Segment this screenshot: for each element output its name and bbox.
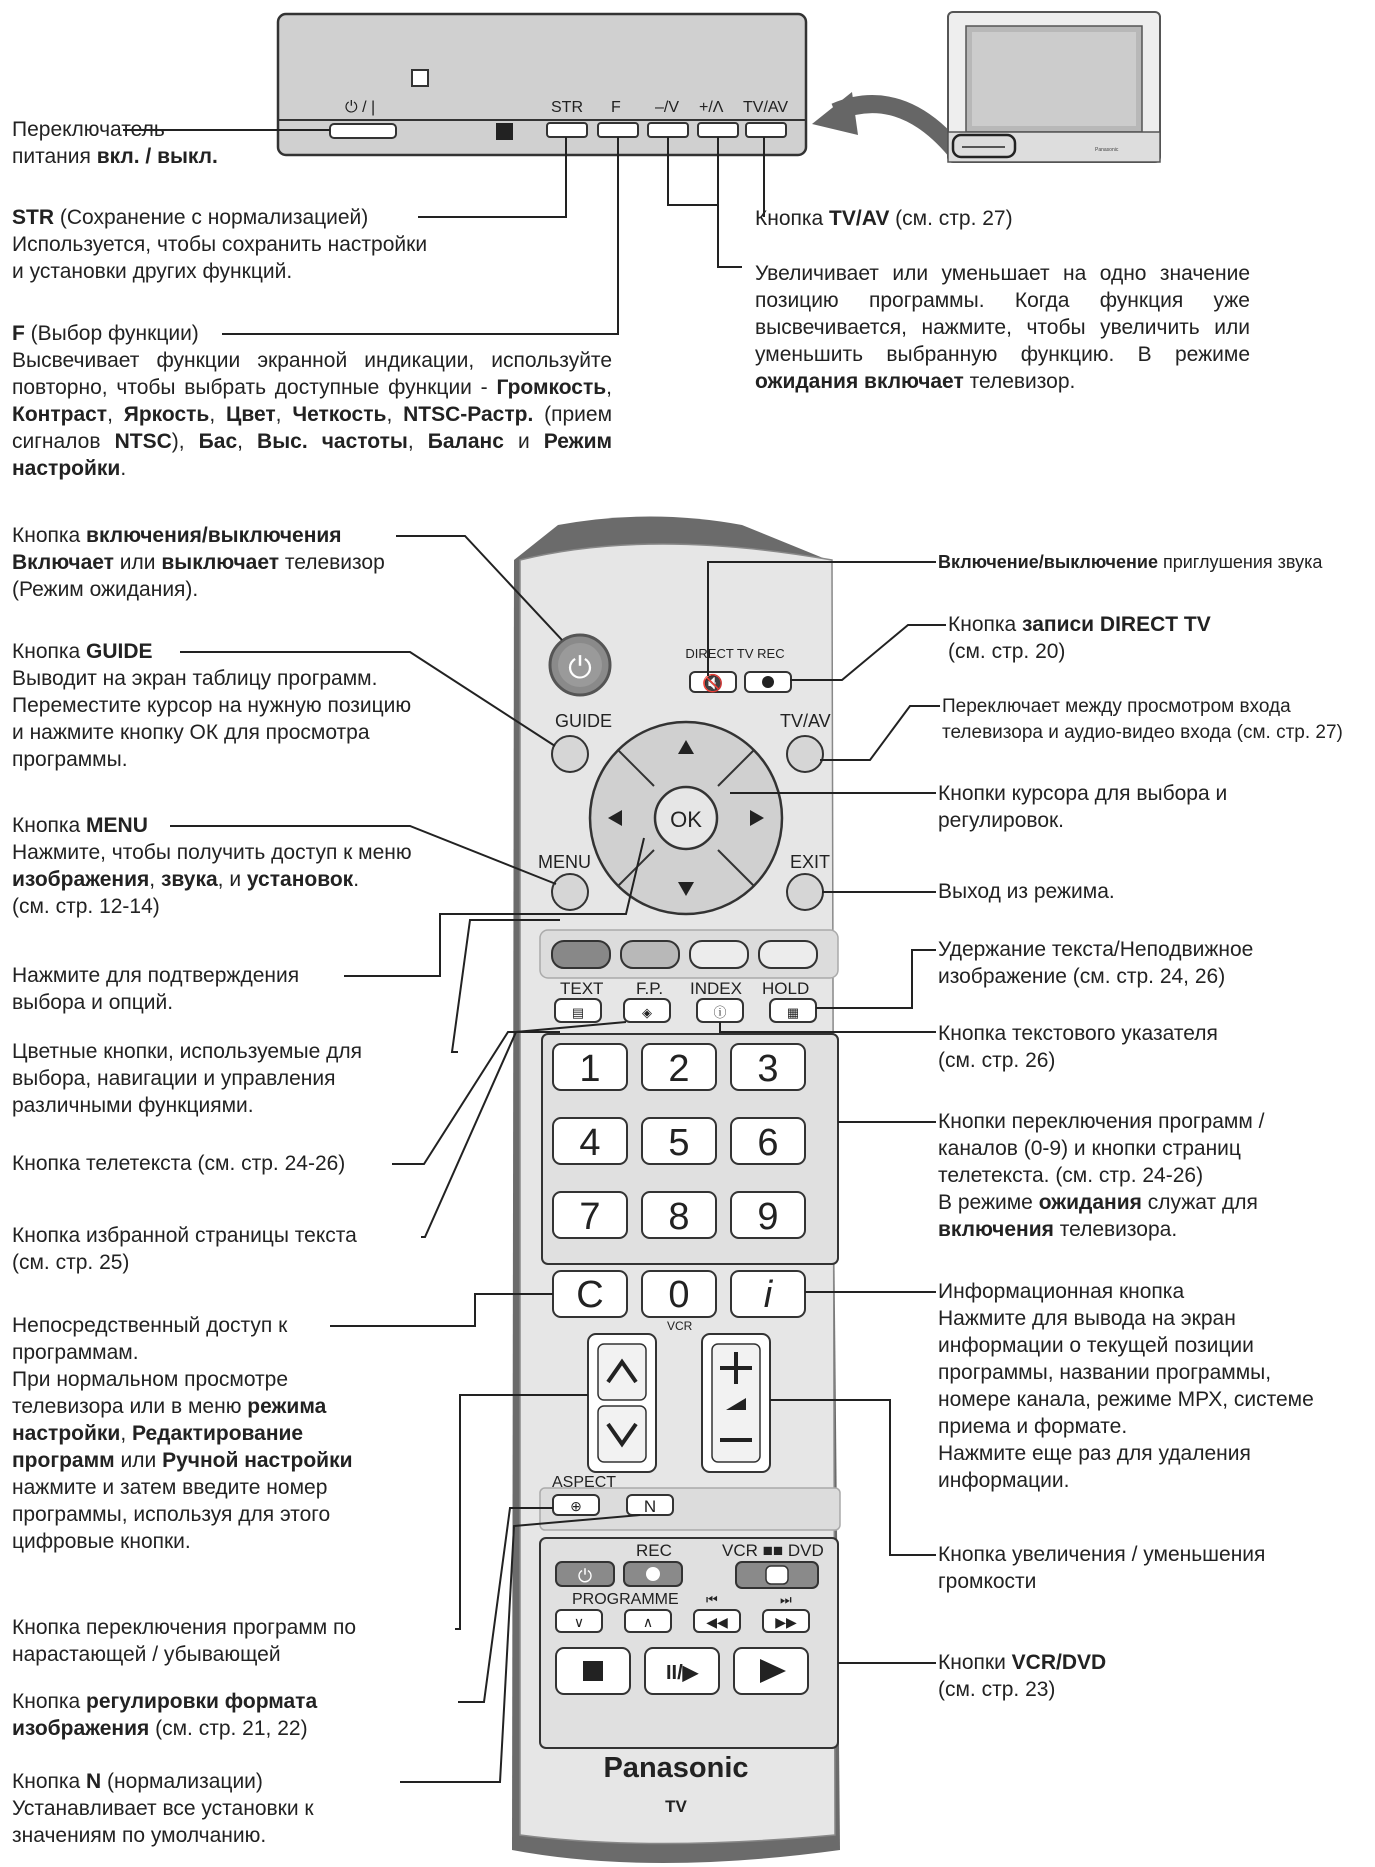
panel-f-button[interactable] <box>598 123 638 137</box>
direct-rec-desc: Кнопка записи DIRECT TV (см. стр. 20) <box>948 613 1211 663</box>
blue-button[interactable] <box>759 941 817 968</box>
indicator-square <box>496 123 513 140</box>
number-key-label: 2 <box>668 1048 690 1090</box>
cursor-desc: Кнопки курсора для выбора и регулировок. <box>938 782 1228 832</box>
mute-icon: 🔇 <box>702 674 724 693</box>
rec-dot-icon <box>646 1567 660 1581</box>
standby-desc: Кнопка включения/выключения Включает или выключает телевизор (Режим ожидания). <box>12 524 385 601</box>
direct-access-desc: Непосредственный доступ к программам. При нормальном просмотре телевизора или в меню режима настройки, Редактирование программ или Ручной настройки нажмите и затем введите номер программы, используя для этого цифровые кнопки. <box>12 1314 353 1553</box>
panel-tvav-button[interactable] <box>746 123 786 137</box>
vcr-power-icon: ⏻ <box>577 1566 593 1586</box>
power-icon: ⏻ <box>568 652 592 685</box>
small-tv-brand: Panasonic <box>1095 147 1119 153</box>
skip-back-icon: ⏮ <box>706 1592 718 1607</box>
rewind-icon: ◀◀ <box>706 1614 728 1630</box>
direct-tv-rec-label: DIRECT TV REC <box>685 646 785 661</box>
tvav-label: TV/AV <box>780 711 831 731</box>
panel-plus-button[interactable] <box>698 123 738 137</box>
aspect-label: ASPECT <box>552 1474 617 1491</box>
menu-label: MENU <box>538 852 591 872</box>
text-icon: ▤ <box>571 1005 585 1020</box>
prog-updown-desc: Кнопка переключения программ по нарастающей / убывающей <box>12 1616 357 1666</box>
tv-label: TV <box>665 1797 687 1816</box>
index-label: INDEX <box>690 979 742 998</box>
menu-button[interactable] <box>552 874 588 910</box>
number-key-label: 7 <box>579 1196 601 1238</box>
tvav-panel-desc: Кнопка TV/AV (см. стр. 27) <box>755 207 1013 230</box>
guide-button[interactable] <box>552 736 588 772</box>
panel-power-label: ⏻ / | <box>345 99 376 116</box>
number-key-label: 8 <box>668 1196 690 1238</box>
panel-label-tvav: TV/AV <box>743 99 789 116</box>
hold-icon: ▦ <box>786 1005 800 1020</box>
vcr-small-label: VCR <box>667 1319 693 1333</box>
updown-desc: Увеличивает или уменьшает на одно значение позицию программы. Когда функция уже высвечивается, нажмите, чтобы увеличить или уменьшить выбранную функцию. В режиме ожидания включает телевизор. <box>755 262 1250 393</box>
index-desc: Кнопка текстового указателя (см. стр. 26) <box>938 1022 1218 1072</box>
menu-desc: Кнопка MENU Нажмите, чтобы получить доступ к меню изображения, звука, и установок. (см. стр. 12-14) <box>12 814 412 918</box>
c-label: C <box>576 1274 604 1316</box>
exit-desc: Выход из режима. <box>938 880 1115 903</box>
svg-text:∨: ∨ <box>573 1614 585 1630</box>
text-label: TEXT <box>560 979 604 998</box>
tvav-remote-desc: Переключает между просмотром входа телевизора и аудио-видео входа (см. стр. 27) <box>942 696 1343 743</box>
green-button[interactable] <box>621 941 679 968</box>
guide-desc: Кнопка GUIDE Выводит на экран таблицу программ. Переместите курсор на нужную позицию и нажмите кнопку ОК для просмотра программы. <box>12 640 412 771</box>
tv-front-panel <box>278 14 806 155</box>
brand-logo: Panasonic <box>603 1752 749 1784</box>
str-desc: STR (Сохранение с нормализацией) Используется, чтобы сохранить настройки и установки других функций. <box>12 206 428 283</box>
skip-forward-icon: ⏭ <box>780 1592 792 1607</box>
n-label: N <box>643 1497 657 1516</box>
exit-label: EXIT <box>790 852 831 872</box>
panel-power-switch[interactable] <box>330 124 396 138</box>
f-desc-body: Высвечивает функции экранной индикации, используйте повторно, чтобы выбрать доступные функции - Громкость, Контраст, Яркость, Цвет, Четкость, NTSC-Растр. (прием сигналов NTSC), Бас, Выс. частоты, Баланс и Режим настройки. <box>12 349 613 480</box>
info-label: i <box>763 1274 773 1316</box>
programme-label: PROGRAMME <box>572 1591 679 1608</box>
panel-str-button[interactable] <box>547 123 587 137</box>
teletext-desc: Кнопка телетекста (см. стр. 24-26) <box>12 1152 346 1175</box>
rec-label: REC <box>636 1541 672 1560</box>
tvav-button[interactable] <box>787 736 823 772</box>
vcr-dvd-desc: Кнопки VCR/DVD (см. стр. 23) <box>938 1651 1107 1701</box>
fp-label: F.P. <box>636 979 664 998</box>
arrow-head-icon <box>812 92 858 135</box>
panel-label-minus: –/V <box>655 99 680 116</box>
fp-icon: ◈ <box>642 1005 652 1020</box>
zero-label: 0 <box>668 1274 690 1316</box>
sensor-icon <box>412 70 428 86</box>
index-icon: ⓘ <box>713 1005 727 1020</box>
vcr-dvd-label: VCR ■■ DVD <box>722 1541 824 1560</box>
hold-desc: Удержание текста/Неподвижное изображение (см. стр. 24, 26) <box>938 938 1254 988</box>
number-key-label: 1 <box>579 1048 601 1090</box>
panel-label-f: F <box>611 99 621 116</box>
aspect-icon: ⊕ <box>570 1498 582 1514</box>
fav-page-desc: Кнопка избранной страницы текста (см. стр. 25) <box>12 1224 357 1274</box>
guide-label: GUIDE <box>555 711 613 731</box>
exit-button[interactable] <box>787 874 823 910</box>
panel-label-str: STR <box>551 99 583 116</box>
panel-minus-button[interactable] <box>648 123 688 137</box>
fast-forward-icon: ▶▶ <box>775 1614 797 1630</box>
volume-desc: Кнопка увеличения / уменьшения громкости <box>938 1543 1266 1593</box>
aspect-desc: Кнопка регулировки формата изображения (см. стр. 21, 22) <box>12 1690 318 1740</box>
f-desc-title: F (Выбор функции) <box>12 322 199 345</box>
ok-label: OK <box>670 807 702 832</box>
record-dot-icon <box>762 676 774 688</box>
red-button[interactable] <box>552 941 610 968</box>
number-key-label: 5 <box>668 1122 690 1164</box>
color-buttons-desc: Цветные кнопки, используемые для выбора, навигации и управления различными функциями. <box>12 1040 362 1117</box>
pause-icon: II/▶ <box>665 1662 699 1684</box>
numbers-desc: Кнопки переключения программ / каналов (0-9) и кнопки страниц телетекста. (см. стр. 24-26) В режиме ожидания служат для включения телевизора. <box>938 1110 1265 1241</box>
number-key-label: 9 <box>757 1196 779 1238</box>
stop-icon <box>583 1661 603 1681</box>
hold-label: HOLD <box>762 979 810 998</box>
power-switch-desc: Переключатель питания вкл. / выкл. <box>12 118 218 168</box>
n-button-desc: Кнопка N (нормализации) Устанавливает все установки к значениям по умолчанию. <box>12 1770 314 1847</box>
number-key-label: 4 <box>579 1122 601 1164</box>
small-tv-icon <box>948 12 1160 162</box>
ok-desc: Нажмите для подтверждения выбора и опций. <box>12 964 300 1014</box>
info-desc: Информационная кнопка Нажмите для вывода на экран информации о текущей позиции программы, названии программы, номере канала, режиме МРХ, системе приема и формате. Нажмите еще раз для удаления информации. <box>938 1280 1314 1492</box>
yellow-button[interactable] <box>690 941 748 968</box>
number-key-label: 3 <box>757 1048 779 1090</box>
svg-text:∧: ∧ <box>642 1614 654 1630</box>
mute-desc: Включение/выключение приглушения звука <box>938 552 1323 572</box>
panel-label-plus: +/Λ <box>699 99 724 116</box>
number-key-label: 6 <box>757 1122 779 1164</box>
